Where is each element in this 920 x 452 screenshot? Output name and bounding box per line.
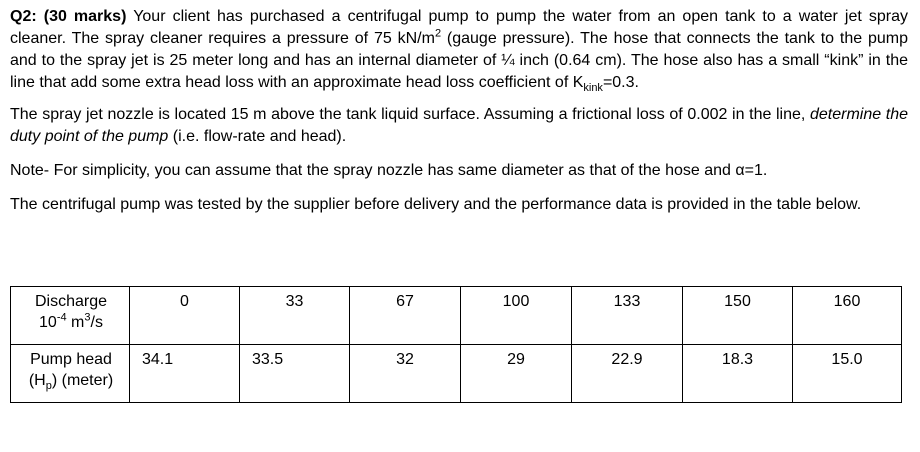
question-marks: (30 marks) — [43, 8, 127, 25]
table-cell: 18.3 — [683, 345, 793, 403]
units-cube: 3 — [84, 311, 91, 324]
paragraph-task — [10, 104, 908, 148]
table-cell: 67 — [350, 287, 461, 345]
performance-table — [10, 286, 902, 403]
task-part-a: The spray jet nozzle is located 15 m above the tank liquid surface. Assuming a frictional loss of 0.002 in the line, — [10, 106, 810, 123]
paragraph-problem-statement — [10, 6, 908, 94]
paragraph-table-intro: The centrifugal pump was tested by the supplier before delivery and the performance data is provided in the table below. — [10, 196, 862, 213]
table-row-head — [11, 345, 902, 403]
table-cell: 0 — [130, 287, 240, 345]
discharge-label: Discharge — [34, 293, 108, 310]
statement-superscript: 2 — [434, 27, 442, 40]
task-part-c: (i.e. flow-rate and head). — [168, 128, 347, 145]
head-units — [17, 370, 125, 391]
task-part-b: determine the duty point of the pump — [10, 106, 908, 145]
table-cell: 22.9 — [572, 345, 683, 403]
discharge-header-cell — [11, 287, 130, 345]
statement-part-c: (gauge pressure). The hose that connects the tank to the pump and to the spray jet is 25 meter long and has an internal diameter of ¼ inch (0.64 cm). The hose also has a small “kink” in the line that add some extra head loss with an approximate head loss coefficient of K — [10, 30, 908, 91]
table-cell: 15.0 — [793, 345, 902, 403]
table-cell: 34.1 — [130, 345, 240, 403]
head-units-a: (H — [28, 372, 46, 389]
table-cell: 33.5 — [240, 345, 350, 403]
discharge-units — [17, 312, 125, 333]
units-base: 10 — [39, 314, 57, 331]
question-text — [10, 6, 908, 228]
statement-subscript: kink — [583, 82, 603, 95]
table-cell: 32 — [350, 345, 461, 403]
head-units-b: ) (meter) — [51, 372, 114, 389]
head-label: Pump head — [30, 351, 112, 368]
question-id: Q2: — [10, 8, 37, 25]
table-cell: 150 — [683, 287, 793, 345]
table-cell: 29 — [461, 345, 572, 403]
units-m: m — [66, 314, 85, 331]
table-cell: 100 — [461, 287, 572, 345]
table-cell: 160 — [793, 287, 902, 345]
units-exponent: -4 — [56, 311, 67, 324]
statement-part-a: Your client has purchased a centrifugal pump to pump the water from an open tank to a water jet spray cleaner. The spray cleaner requires a pressure of 75 kN/m — [10, 8, 909, 47]
paragraph-note: Note- For simplicity, you can assume that the spray nozzle has same diameter as that of the hose and α=1. — [10, 162, 768, 179]
table-row-discharge — [11, 287, 902, 345]
head-header-cell — [11, 345, 130, 403]
units-per-s: /s — [90, 314, 103, 331]
table-cell: 133 — [572, 287, 683, 345]
statement-part-d: =0.3. — [602, 74, 639, 91]
table-cell: 33 — [240, 287, 350, 345]
head-units-sub: p — [45, 380, 52, 393]
